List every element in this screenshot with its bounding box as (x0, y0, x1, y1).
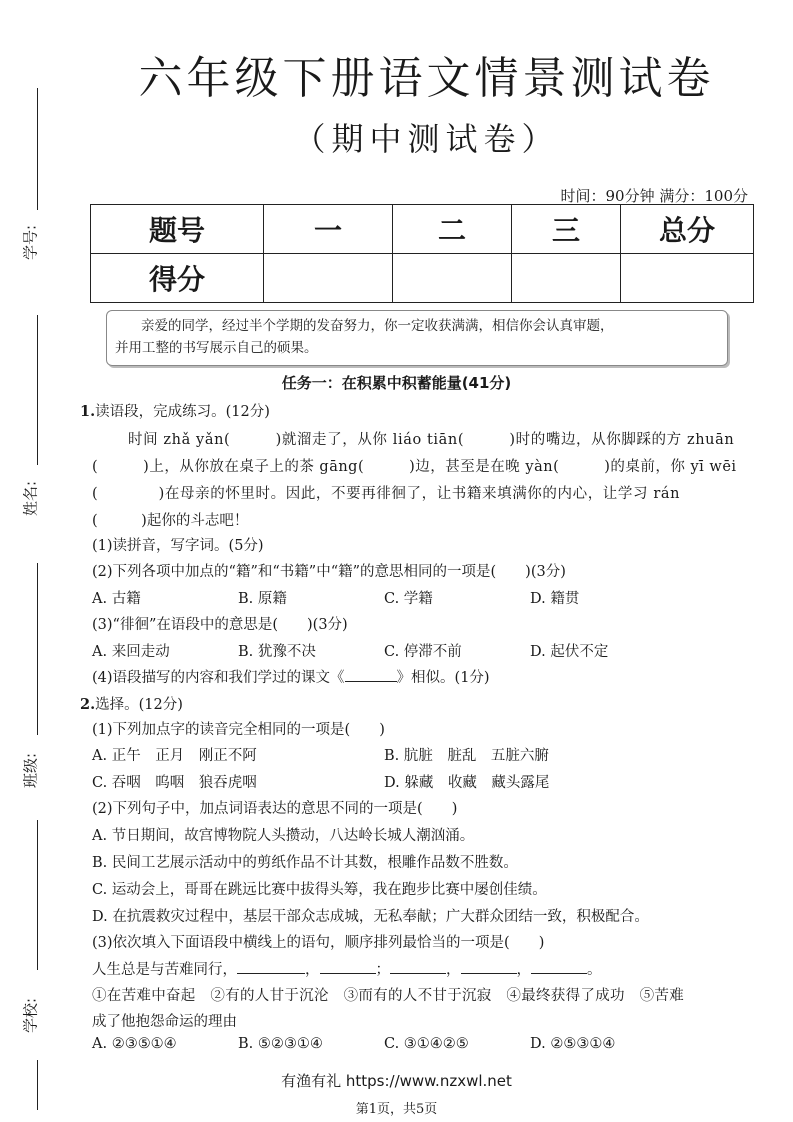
option-c[interactable]: C. 运动会上，哥哥在跳远比赛中拔得头筹，我在跑步比赛中屡创佳绩。 (92, 882, 547, 898)
fill-line-text: 人生总是与苦难同行， (92, 962, 237, 978)
class-label: 班级: (21, 752, 40, 789)
notice-box (106, 310, 728, 366)
sub-question-text: (4)语段描写的内容和我们学过的课文《 (92, 670, 345, 686)
answer-blank[interactable] (320, 959, 376, 974)
question-number: 1. (80, 403, 96, 420)
question-1-heading (80, 400, 270, 421)
option-a[interactable]: A. 古籍 (92, 591, 141, 607)
option-d[interactable]: D. ②⑤③①④ (530, 1036, 616, 1052)
binding-line (37, 820, 38, 970)
watermark: 有渔有礼 https://www.nzxwl.net (281, 1072, 512, 1090)
name-label: 姓名: (21, 480, 40, 517)
answer-blank[interactable] (237, 959, 305, 974)
option-b[interactable]: B. 民间工艺展示活动中的剪纸作品不计其数，根雕作品数不胜数。 (92, 855, 518, 871)
passage-line: ( )在母亲的怀里时。因此，不要再徘徊了，让书籍来填满你的内心，让学习 rán (92, 486, 681, 502)
sub-question: (1)下列加点字的读音完全相同的一项是( ) (92, 722, 385, 738)
passage-line: ( )起你的斗志吧！ (92, 513, 249, 529)
score-table-cell: 得分 (91, 254, 264, 303)
sentence-options: 成了他抱怨命运的理由 (92, 1014, 237, 1030)
question-2-heading (80, 693, 183, 714)
binding-line (37, 563, 38, 735)
question-text: 读语段，完成练习。(12分) (95, 404, 270, 420)
option-a[interactable]: A. 节日期间，故宫博物院人头攒动，八达岭长城人潮汹涌。 (92, 828, 475, 844)
answer-blank[interactable] (345, 667, 397, 682)
score-table-header-row (91, 205, 754, 254)
question-text: 选择。(12分) (95, 697, 183, 713)
passage-line: ( )上，从你放在桌子上的茶 gāng( )边，甚至是在晚 yàn( )的桌前，你 yī wēi (92, 459, 737, 475)
option-a[interactable]: A. ②③⑤①④ (92, 1036, 177, 1052)
passage-line: 时间 zhǎ yǎn( )就溜走了，从你 liáo tiān( )时的嘴边，从你脚踩的方 zhuān (128, 432, 735, 448)
notice-line: 亲爱的同学，经过半个学期的发奋努力，你一定收获满满，相信你会认真审题， (141, 318, 614, 334)
school-label: 学校: (21, 997, 40, 1034)
score-table-cell: 总分 (621, 205, 754, 254)
score-input-cell[interactable] (264, 254, 393, 303)
option-d[interactable]: D. 起伏不定 (530, 644, 609, 660)
score-table-cell: 二 (393, 205, 512, 254)
score-table-cell: 一 (264, 205, 393, 254)
option-b[interactable]: B. 犹豫不决 (238, 644, 316, 660)
sentence-options: ①在苦难中奋起 ②有的人甘于沉沦 ③而有的人不甘于沉寂 ④最终获得了成功 ⑤苦难 (92, 988, 684, 1004)
option-a[interactable]: A. 来回走动 (92, 644, 170, 660)
sub-question: (2)下列句子中，加点词语表达的意思不同的一项是( ) (92, 801, 458, 817)
option-c[interactable]: C. 学籍 (384, 591, 433, 607)
student-id-label: 学号: (21, 224, 40, 261)
question-number: 2. (80, 696, 96, 713)
option-c[interactable]: C. 停滞不前 (384, 644, 462, 660)
answer-blank[interactable] (531, 959, 587, 974)
sub-question-text: 》相似。(1分) (396, 670, 490, 686)
option-c[interactable]: C. 吞咽 呜咽 狼吞虎咽 (92, 775, 257, 791)
score-input-cell[interactable] (512, 254, 621, 303)
page-title: 六年级下册语文情景测试卷 (138, 53, 715, 104)
option-c[interactable]: C. ③①④②⑤ (384, 1036, 469, 1052)
score-table-cell: 三 (512, 205, 621, 254)
score-table-score-row (91, 254, 754, 303)
sub-question: (2)下列各项中加点的“籍”和“书籍”中“籍”的意思相同的一项是( )(3分) (92, 564, 566, 580)
sub-question: (3)“徘徊”在语段中的意思是( )(3分) (92, 617, 348, 633)
answer-blank[interactable] (461, 959, 517, 974)
score-table (90, 204, 754, 303)
notice-line: 并用工整的书写展示自己的硕果。 (115, 340, 318, 356)
answer-blank[interactable] (390, 959, 446, 974)
fill-line: 人生总是与苦难同行， ， ； ， ， 。 (92, 958, 602, 979)
option-d[interactable]: D. 在抗震救灾过程中，基层干部众志成城，无私奉献；广大群众团结一致，积极配合。 (92, 909, 649, 925)
page-subtitle: （期中测试卷） (293, 120, 560, 158)
option-d[interactable]: D. 躲藏 收藏 藏头露尾 (384, 775, 550, 791)
sub-question-4 (92, 666, 490, 687)
time-info: 时间：90分钟 满分：100分 (560, 187, 748, 205)
score-table-cell: 题号 (91, 205, 264, 254)
option-b[interactable]: B. 原籍 (238, 591, 287, 607)
option-d[interactable]: D. 籍贯 (530, 591, 580, 607)
task-heading: 任务一：在积累中积蓄能量(41分) (281, 374, 512, 392)
sub-question: (3)依次填入下面语段中横线上的语句，顺序排列最恰当的一项是( ) (92, 935, 545, 951)
score-input-cell[interactable] (393, 254, 512, 303)
option-a[interactable]: A. 正午 正月 刚正不阿 (92, 748, 257, 764)
sub-question: (1)读拼音，写字词。(5分) (92, 538, 264, 554)
page-number: 第1页，共5页 (355, 1102, 438, 1117)
score-input-cell[interactable] (621, 254, 754, 303)
option-b[interactable]: B. ⑤②③①④ (238, 1036, 323, 1052)
option-b[interactable]: B. 肮脏 脏乱 五脏六腑 (384, 748, 549, 764)
